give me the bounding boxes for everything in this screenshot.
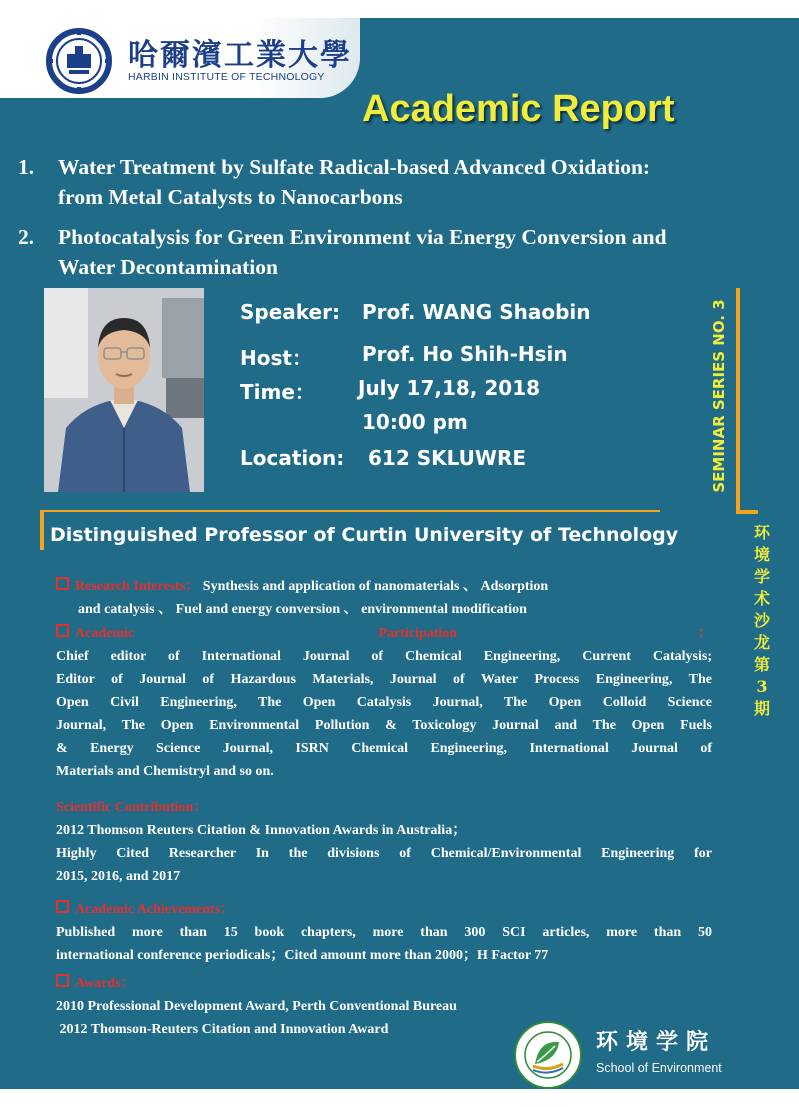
section-text: 2010 Professional Development Award, Perth Conventional Bureau <box>56 999 457 1014</box>
school-name-en: School of Environment <box>596 1061 722 1075</box>
section-text: & Energy Science Journal, ISRN Chemical Engineering, International Journal of <box>56 741 712 756</box>
checkbox-bullet-icon <box>56 900 69 913</box>
speaker-position: Distinguished Professor of Curtin University of Technology <box>50 524 679 546</box>
section-text: Published more than 15 book chapters, more than 300 SCI articles, more than 50 <box>56 925 712 940</box>
seminar-series-text: SEMINAR SERIES NO. 3 <box>710 299 728 493</box>
location-value: 612 SKLUWRE <box>368 446 527 470</box>
section-text: 2012 Thomson-Reuters Citation and Innovation Award <box>56 1022 389 1037</box>
bottom-band <box>0 1089 799 1107</box>
speaker-name: Prof. WANG Shaobin <box>362 300 591 324</box>
topic-1 <box>18 152 650 212</box>
seminar-series-en <box>704 286 734 506</box>
section-text: 2012 Thomson Reuters Citation & Innovation Awards in Australia； <box>56 823 467 838</box>
section-title: Research Interests： <box>75 579 200 594</box>
checkbox-bullet-icon <box>56 624 69 637</box>
topic-title-line2: Water Decontamination <box>58 255 278 279</box>
date-value: July 17,18, 2018 <box>358 376 541 400</box>
location-label: Location: <box>240 446 345 470</box>
accent-corner-bar <box>40 510 44 550</box>
speaker-portrait-icon <box>44 288 204 492</box>
top-band <box>0 0 799 18</box>
topic-number: 2. <box>18 225 35 249</box>
section-text: Open Civil Engineering, The Open Catalysis Journal, The Open Colloid Science <box>56 695 712 710</box>
scientific-contribution <box>56 796 712 888</box>
section-title: Academic Achievements： <box>75 902 235 917</box>
accent-horizontal-bar <box>40 510 660 512</box>
clock-value: 10:00 pm <box>362 410 468 434</box>
section-text: 2015, 2016, and 2017 <box>56 869 181 884</box>
school-name-cn: 环境学院 <box>596 1029 717 1055</box>
seminar-series-cn: 环境学术沙龙第3期 <box>753 523 770 718</box>
checkbox-bullet-icon <box>56 577 69 590</box>
hit-seal-icon <box>40 28 118 94</box>
school-of-environment-logo-icon <box>513 1020 583 1090</box>
host-name: Prof. Ho Shih-Hsin <box>362 342 568 366</box>
section-text: Highly Cited Researcher In the divisions of Chemical/Environmental Engineering for <box>56 846 712 861</box>
checkbox-bullet-icon <box>56 974 69 987</box>
speaker-label: Speaker: <box>240 300 340 324</box>
section-title: Scientific Contribution： <box>56 800 208 815</box>
section-text: Materials and Chemistryl and so on. <box>56 764 274 779</box>
section-text: Editor of Journal of Hazardous Materials, Journal of Water Process Engineering, The <box>56 672 712 687</box>
topic-title-line2: from Metal Catalysts to Nanocarbons <box>58 185 403 209</box>
accent-bar-tick <box>736 510 758 514</box>
topic-number: 1. <box>18 155 35 179</box>
report-heading: Academic Report <box>362 88 675 130</box>
section-text: Synthesis and application of nanomaterials 、 Adsorption <box>202 579 549 594</box>
time-label: Time： <box>240 380 315 404</box>
academic-achievements <box>56 898 712 967</box>
section-text: international conference periodicals；Cited amount more than 2000；H Factor 77 <box>56 948 549 963</box>
section-text: and catalysis 、 Fuel and energy conversion 、 environmental modification <box>78 602 527 617</box>
topic-title-line1: Water Treatment by Sulfate Radical-based Advanced Oxidation: <box>58 155 651 179</box>
research-interests <box>56 575 716 621</box>
accent-vertical-bar <box>736 288 740 512</box>
university-name-en: HARBIN INSTITUTE OF TECHNOLOGY <box>128 71 325 83</box>
section-text: Journal, The Open Environmental Pollution & Toxicology Journal and The Open Fuels <box>56 718 712 733</box>
section-title: Academic Participation： <box>75 626 712 641</box>
university-name-cn: 哈爾濱工業大學 <box>128 38 352 73</box>
section-title: Awards： <box>75 976 135 991</box>
speaker-photo <box>44 288 204 492</box>
topic-2 <box>18 222 667 282</box>
section-text: Chief editor of International Journal of Chemical Engineering, Current Catalysis; <box>56 649 712 664</box>
academic-participation <box>56 622 712 783</box>
topic-title-line1: Photocatalysis for Green Environment via Energy Conversion and <box>58 225 667 249</box>
host-label: Host： <box>240 346 312 370</box>
